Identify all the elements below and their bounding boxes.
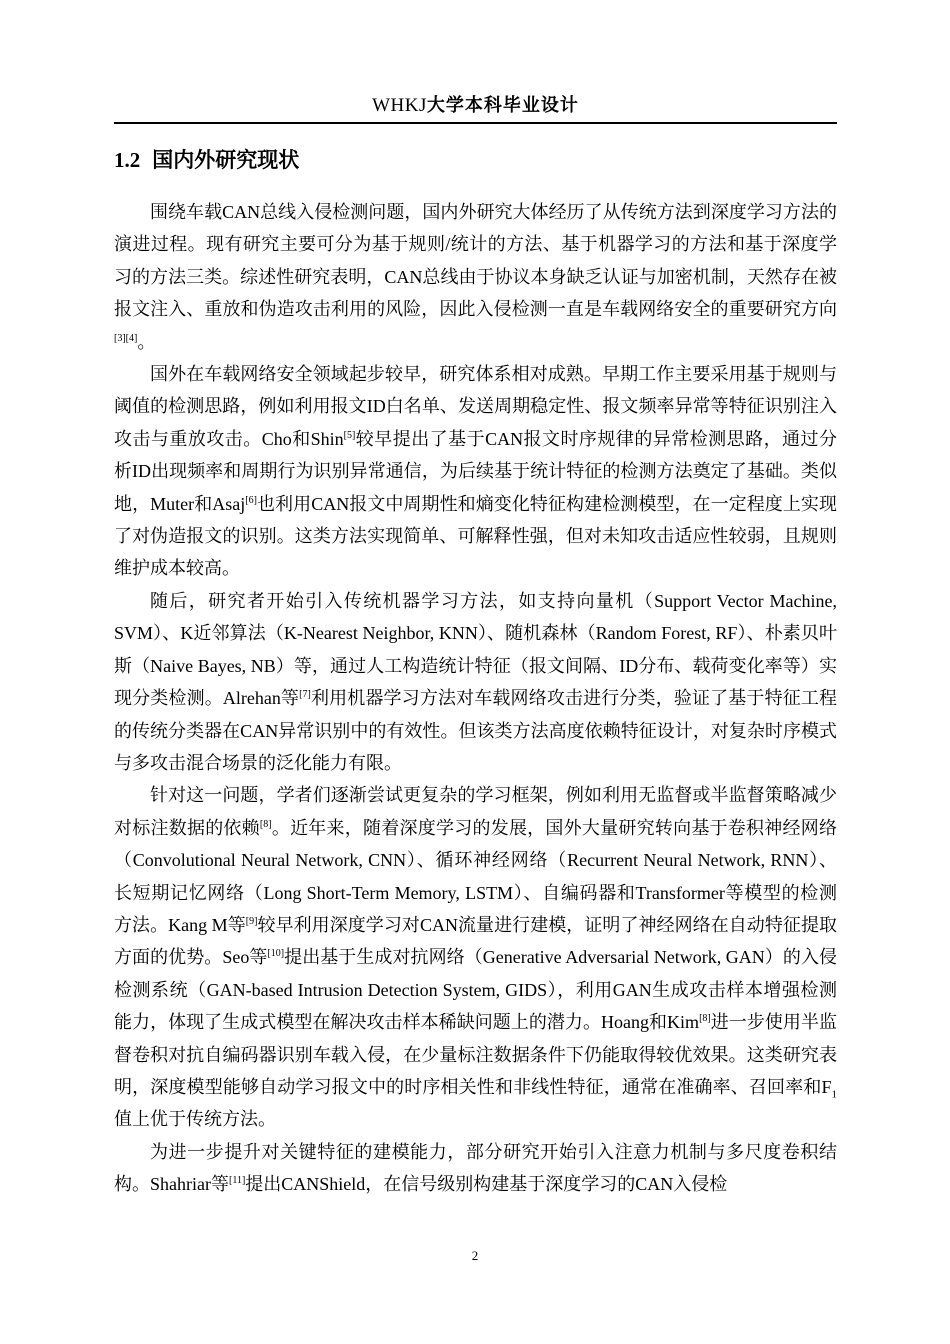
citation: [5] [343, 429, 356, 441]
header-prefix: WHKJ [372, 95, 427, 116]
paragraph-text: 国外在车载网络安全领域起步较早，研究体系相对成熟。早期工作主要采用基于规则与阈值的检测思路，例如利用报文ID白名单、发送周期稳定性、报文频率异常等特征识别注入攻击与重放攻击。Cho和Shin [114, 364, 837, 449]
header-text [372, 95, 579, 116]
paragraph-text: 提出CANShield，在信号级别构建基于深度学习的CAN入侵检 [245, 1174, 728, 1195]
paragraph-text: 围绕车载CAN总线入侵检测问题，国内外研究大体经历了从传统方法到深度学习方法的演进过程。现有研究主要可分为基于规则/统计的方法、基于机器学习的方法和基于深度学习的方法三类。综述性研究表明，CAN总线由于协议本身缺乏认证与加密机制，天然存在被报文注入、重放和伪造攻击利用的风险，因此入侵检测一直是车载网络安全的重要研究方向 [114, 202, 837, 320]
page-number: 2 [471, 1248, 479, 1263]
paragraph [114, 1136, 837, 1201]
citation: [6] [245, 494, 257, 506]
citation: [7] [299, 689, 311, 701]
paragraph-text: 利用机器学习方法对车载网络攻击进行分类，验证了基于特征工程的传统分类器在CAN异常识别中的有效性。但该类方法高度依赖特征设计，对复杂时序模式与多攻击混合场景的泛化能力有限。 [114, 688, 837, 773]
paragraph-text: 针对这一问题，学者们逐渐尝试更复杂的学习框架，例如利用无监督或半监督策略减少对标注数据的依赖 [114, 785, 837, 838]
body-text [114, 196, 837, 1201]
header-suffix: 大学本科毕业设计 [426, 95, 579, 116]
page-header [114, 90, 837, 124]
section-title: 国内外研究现状 [152, 148, 300, 172]
paragraph [114, 779, 837, 1135]
citation: [10] [267, 948, 285, 960]
paragraph-text: 随后，研究者开始引入传统机器学习方法，如支持向量机（Support Vector Machine, SVM）、K近邻算法（K-Nearest Neighbor, KNN）、随机森林（Random Forest, RF）、朴素贝叶斯（Naive Bayes, NB）等，通过人工构造统计特征（报文间隔、ID分布、载荷变化率等）实现分类检测。Alrehan等 [114, 590, 837, 709]
paragraph-text: 进一步使用半监督卷积对抗自编码器识别车载入侵，在少量标注数据条件下仍能取得较优效果。这类研究表明，深度模型能够自动学习报文中的时序相关性和非线性特征，通常在准确率、召回率和F [114, 1012, 837, 1097]
paragraph-text: 。 [137, 331, 156, 352]
citation: [11] [228, 1175, 246, 1187]
paragraph-text: 较早利用深度学习对CAN流量进行建模，证明了神经网络在自动特征提取方面的优势。Seo等 [114, 914, 837, 968]
subscript: 1 [831, 1088, 837, 1101]
paragraph-text: 也利用CAN报文中周期性和熵变化特征构建检测模型，在一定程度上实现了对伪造报文的识别。这类方法实现简单、可解释性强，但对未知攻击适应性较弱，且规则维护成本较高。 [114, 493, 837, 579]
citation: [8] [259, 818, 272, 830]
section-heading [114, 145, 299, 175]
section-number: 1.2 [114, 148, 141, 172]
paragraph [114, 585, 837, 779]
citation: [8] [699, 1013, 711, 1025]
paragraph-text: 较早提出了基于CAN报文时序规律的异常检测思路，通过分析ID出现频率和周期行为识别异常通信，为后续基于统计特征的检测方法奠定了基础。类似地，Muter和Asaj [114, 428, 837, 514]
paragraph-text: 提出基于生成对抗网络（Generative Adversarial Network, GAN）的入侵检测系统（GAN-based Intrusion Detection System, GIDS），利用GAN生成攻击样本增强检测能力，体现了生成式模型在解决攻击样本稀缺问题上的潜力。Hoang和Kim [114, 947, 837, 1033]
citation: [9] [245, 915, 258, 927]
paragraph-text: 为进一步提升对关键特征的建模能力，部分研究开始引入注意力机制与多尺度卷积结构。Shahriar等 [114, 1141, 837, 1195]
citation: [3][4] [114, 332, 138, 344]
paragraph [114, 358, 837, 585]
paragraph-text: 值上优于传统方法。 [114, 1109, 276, 1130]
paragraph [114, 196, 837, 358]
paragraph-text: 。近年来，随着深度学习的发展，国外大量研究转向基于卷积神经网络（Convolutional Neural Network, CNN）、循环神经网络（Recurrent Neural Network, RNN）、长短期记忆网络（Long Short-Term Memory, LSTM）、自编码器和Transformer等模型的检测方法。Kang M等 [114, 817, 838, 935]
